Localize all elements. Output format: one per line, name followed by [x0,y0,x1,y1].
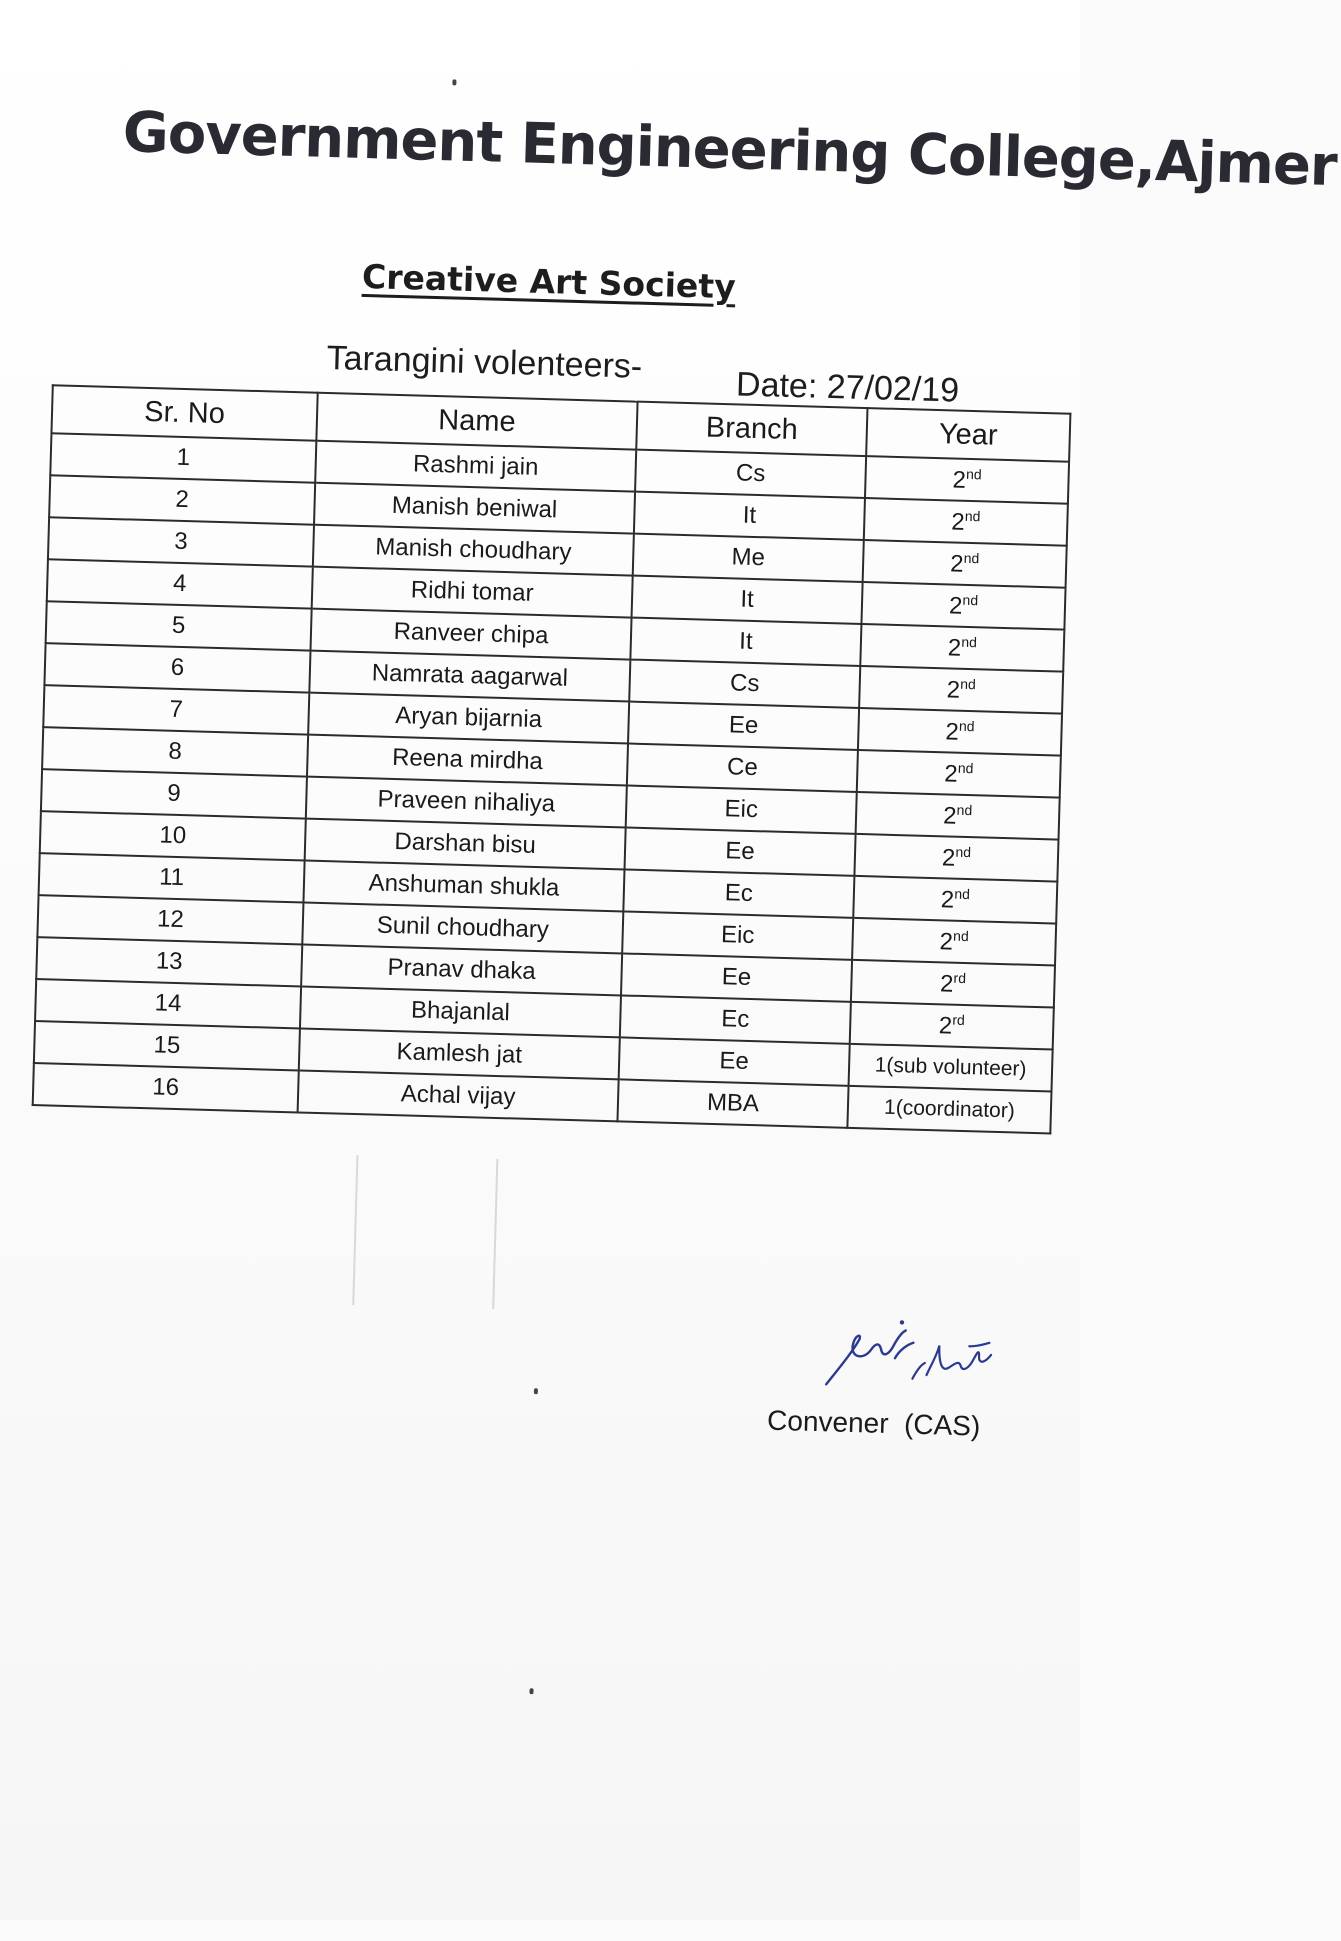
name-cell: Ranveer chipa [310,609,631,660]
name-cell: Sunil choudhary [302,903,623,954]
year-cell [864,498,1068,546]
name-cell: Pranav dhaka [301,944,622,995]
paper-fold-line [352,1155,358,1305]
year-cell [860,624,1064,672]
year-ordinal-suffix: nd [958,717,975,734]
branch-cell: Ec [623,869,854,917]
name-cell: Rashmi jain [315,441,636,492]
branch-cell: It [632,576,863,624]
year-ordinal-suffix: nd [952,927,969,944]
sr-no-cell: 8 [42,727,308,776]
name-cell: Achal vijay [298,1070,619,1121]
year-ordinal-suffix: nd [956,801,973,818]
name-cell: Manish beniwal [314,483,635,534]
branch-cell: Ee [625,827,856,875]
year-value: 2 [948,591,963,620]
sr-no-cell: 4 [47,559,313,608]
year-cell [858,708,1062,756]
year-ordinal-suffix: rd [953,969,967,986]
sr-no-cell: 13 [36,937,302,986]
year-value: 2 [943,759,959,788]
ink-speck [534,1388,538,1394]
convener-label: Convener (CAS) [766,1404,981,1442]
year-value: 2 [939,969,954,998]
sr-no-cell: 6 [44,643,310,692]
column-header-sr-no: Sr. No [51,385,317,440]
year-ordinal-suffix: nd [965,465,982,482]
sr-no-cell: 10 [40,811,306,860]
year-value: 1(coordinator) [883,1095,1016,1123]
year-value: 2 [938,1011,953,1040]
year-ordinal-suffix: nd [955,843,972,860]
name-cell: Namrata aagarwal [309,651,630,702]
year-cell [859,666,1063,714]
name-cell: Aryan bijarnia [308,693,629,744]
column-header-year: Year [866,408,1070,462]
year-cell [856,792,1060,840]
sr-no-cell: 12 [37,895,303,944]
branch-cell: Eic [622,911,853,959]
sr-no-cell: 7 [43,685,309,734]
year-value: 1(sub volunteer) [874,1053,1027,1081]
branch-cell: Ec [620,995,851,1043]
sr-no-cell: 11 [39,853,305,902]
society-title: Creative Art Society [361,256,737,307]
year-value: 2 [949,549,964,578]
name-cell: Ridhi tomar [312,567,633,618]
column-header-branch: Branch [636,402,867,456]
branch-cell: It [634,492,865,540]
signature [808,1298,1011,1414]
branch-cell: Me [633,534,864,582]
branch-cell: Ee [628,702,859,750]
year-ordinal-suffix: nd [962,591,979,608]
branch-cell: Ce [627,744,858,792]
branch-cell: Eic [626,785,857,833]
year-ordinal-suffix: nd [954,885,971,902]
branch-cell: Cs [635,450,866,498]
year-value: 2 [945,717,960,746]
table-body [33,433,1069,1133]
name-cell: Bhajanlal [300,986,621,1037]
year-cell [863,540,1067,588]
branch-cell: Ee [619,1037,850,1085]
sr-no-cell: 2 [49,475,315,524]
year-ordinal-suffix: rd [952,1011,966,1028]
year-cell [854,834,1058,882]
year-value: 2 [951,507,966,536]
year-cell [849,1044,1053,1092]
year-ordinal-suffix: nd [964,507,981,524]
volunteer-table [32,384,1072,1134]
branch-cell: Ee [621,953,852,1001]
year-cell [861,582,1065,630]
year-ordinal-suffix: nd [961,633,978,650]
sr-no-cell: 3 [48,517,314,566]
year-cell [853,876,1057,924]
year-value: 2 [940,885,955,914]
list-subtitle: Tarangini volenteers- [326,338,643,386]
ink-speck [529,1688,533,1694]
name-cell: Praveen nihaliya [306,777,627,828]
year-cell [857,750,1061,798]
name-cell: Kamlesh jat [299,1028,620,1079]
branch-cell: It [630,618,861,666]
sr-no-cell: 14 [35,979,301,1028]
column-header-name: Name [316,393,637,450]
college-title: Government Engineering College,Ajmer [121,100,1338,200]
year-cell [851,960,1055,1008]
name-cell: Reena mirdha [307,735,628,786]
year-ordinal-suffix: nd [960,675,977,692]
branch-cell: Cs [629,660,860,708]
year-cell [850,1002,1054,1050]
year-value: 2 [947,633,962,662]
year-ordinal-suffix: nd [963,549,980,566]
sr-no-cell: 9 [41,769,307,818]
sr-no-cell: 16 [33,1063,299,1112]
year-cell [852,918,1056,966]
name-cell: Anshuman shukla [303,861,624,912]
year-value: 2 [952,465,967,494]
name-cell: Manish choudhary [313,525,634,576]
year-value: 2 [939,927,954,956]
year-ordinal-suffix: nd [957,759,974,776]
year-value: 2 [946,675,961,704]
branch-cell: MBA [617,1079,848,1127]
sr-no-cell: 1 [50,433,316,482]
sr-no-cell: 5 [46,601,312,650]
year-cell [865,456,1069,504]
year-value: 2 [941,843,956,872]
year-value: 2 [942,801,957,830]
name-cell: Darshan bisu [305,819,626,870]
sr-no-cell: 15 [34,1021,300,1070]
paper-fold-line [492,1159,498,1309]
document-date: Date: 27/02/19 [735,365,960,410]
year-cell [847,1086,1051,1134]
ink-speck [452,79,456,85]
